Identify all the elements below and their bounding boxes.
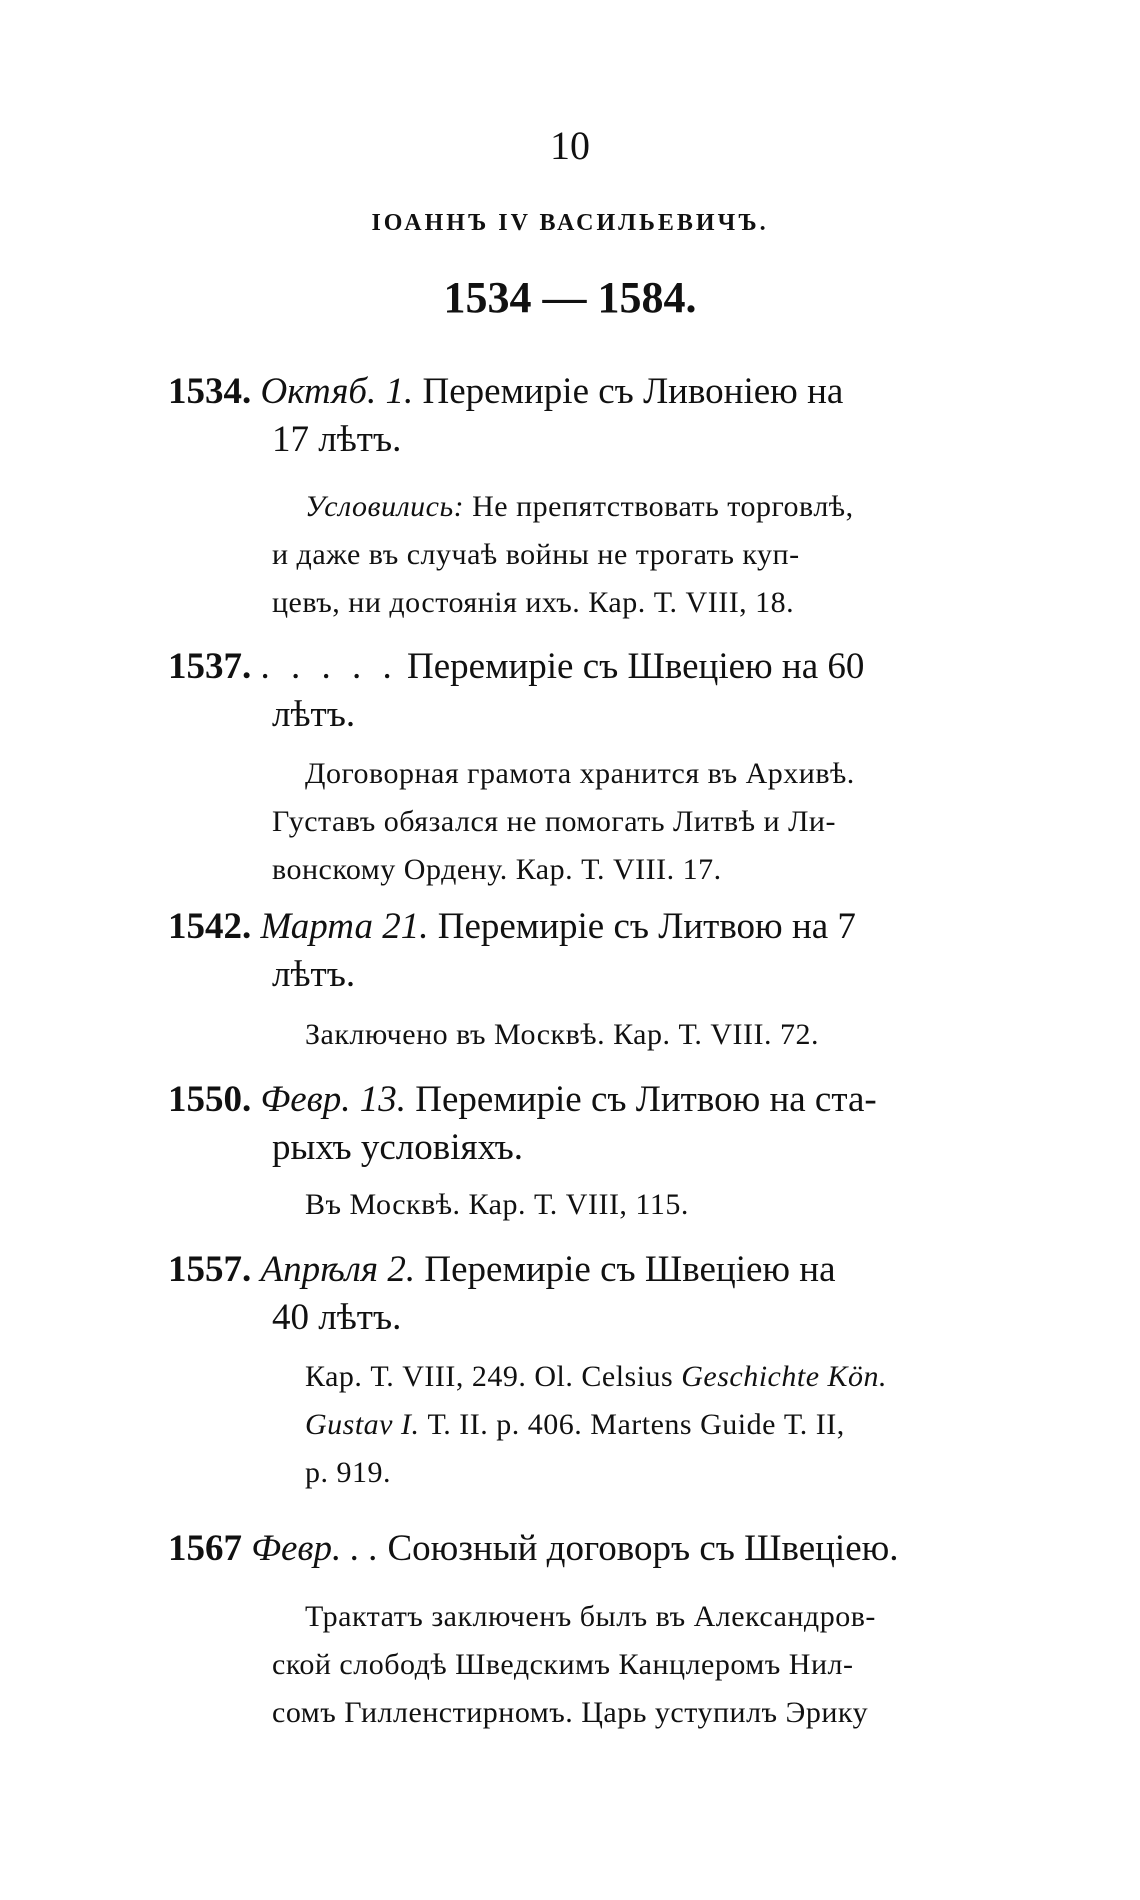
page-number: 10 [550,123,590,168]
entry-date: Февр. . . [251,1528,379,1569]
entry-date: Февр. 13. [260,1079,406,1120]
note-text: Не препятствовать торговлѣ, [472,490,854,523]
note-line: вонскому Ордену. Кар. Т. VIII. 17. [272,853,722,886]
note-work-title: Geschichte Kön. [681,1360,888,1393]
entry-heading [168,645,864,688]
note-citation: Т. II. р. 406. Martens Guide Т. II, [427,1408,845,1441]
entry-year: 1567 [168,1528,242,1569]
entry-year: 1557. [168,1249,252,1290]
note-line: Въ Москвѣ. Кар. Т. VIII, 115. [305,1188,689,1221]
entry-heading [168,1527,899,1570]
entry-year: 1542. [168,906,252,947]
entry-date: Марта 21. [260,906,429,947]
note-line [305,1360,887,1394]
entry-continuation: лѣтъ. [272,694,356,735]
note-line: Трактатъ заключенъ былъ въ Александров- [305,1600,876,1633]
note-line: Густавъ обязался не помогать Литвѣ и Ли- [272,805,836,838]
note-line: Договорная грамота хранится въ Архивѣ. [305,757,855,790]
entry-heading [168,905,856,948]
entry-year: 1550. [168,1079,252,1120]
note-line: и даже въ случаѣ войны не трогать куп- [272,538,800,571]
note-line [305,1408,845,1442]
note-line: сомъ Гилленстирномъ. Царь уступилъ Эрику [272,1696,869,1729]
entry-text: Перемиріе съ Ливоніею на [422,371,844,412]
entry-text: Перемиріе съ Швеціею на 60 [407,646,865,687]
entry-text: Союзный договоръ съ Швеціею. [387,1528,899,1569]
note-line: ской слободѣ Шведскимъ Канцлеромъ Нил- [272,1648,854,1681]
note-line: Заключено въ Москвѣ. Кар. Т. VIII. 72. [305,1018,819,1051]
note-label: Условились: [305,490,465,523]
entry-continuation: 17 лѣтъ. [272,419,402,460]
running-title: ІОАННЪ IV ВАСИЛЬЕВИЧЪ. [371,210,769,236]
entry-heading [168,1078,877,1121]
entry-continuation: лѣтъ. [272,954,356,995]
entry-text: Перемиріе съ Литвою на ста- [415,1079,877,1120]
note-line: р. 919. [305,1456,391,1489]
entry-dots: . . . . . [260,646,398,687]
entry-text: Перемиріе съ Швеціею на [424,1249,836,1290]
entry-text: Перемиріе съ Литвою на 7 [437,906,856,947]
reign-years: 1534 — 1584. [443,273,697,322]
note-line: цевъ, ни достоянія ихъ. Кар. Т. VIII, 18. [272,586,795,619]
entry-continuation: 40 лѣтъ. [272,1297,402,1338]
entry-heading [168,370,843,413]
note-citation: Кар. Т. VIII, 249. Ol. Celsius [305,1360,674,1393]
entry-year: 1534. [168,371,252,412]
entry-year: 1537. [168,646,252,687]
entry-date: Октяб. 1. [260,371,414,412]
note-work-title: Gustav I. [305,1408,420,1441]
entry-date: Апрѣля 2. [260,1249,416,1290]
entry-continuation: рыхъ условіяхъ. [272,1127,523,1168]
note-line [305,490,854,524]
entry-heading [168,1248,836,1291]
